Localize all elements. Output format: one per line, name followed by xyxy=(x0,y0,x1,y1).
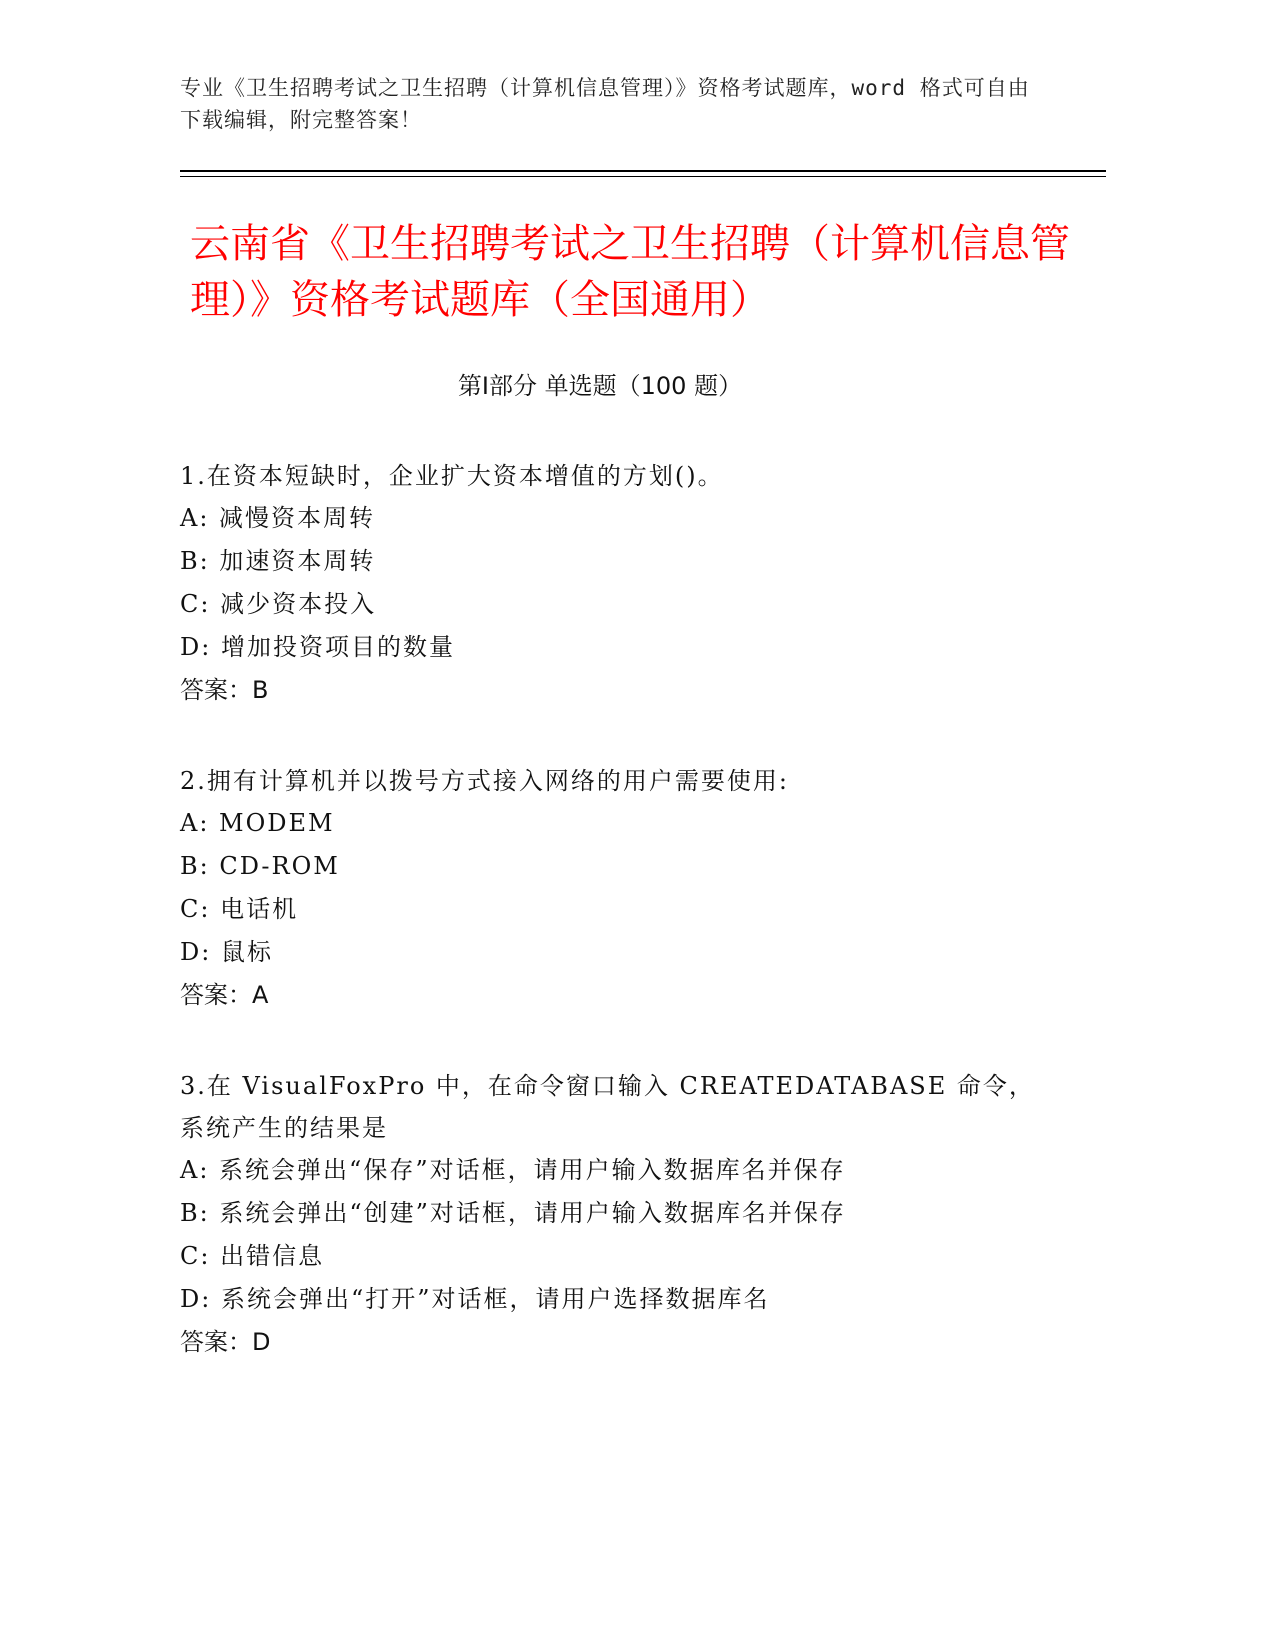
option-d: D: 鼠标 xyxy=(180,938,273,966)
option-a: A: 减慢资本周转 xyxy=(180,504,376,532)
option-d: D: 系统会弹出“打开”对话框，请用户选择数据库名 xyxy=(180,1285,770,1313)
option-a: A: MODEM xyxy=(180,809,335,837)
section-title: 第Ⅰ部分 单选题（100 题） xyxy=(457,372,743,400)
answer: 答案：B xyxy=(180,676,269,704)
header-rule-thick xyxy=(180,170,1106,172)
option-d: D: 增加投资项目的数量 xyxy=(180,633,455,661)
question-3 xyxy=(180,1065,1040,1364)
answer: 答案：A xyxy=(180,981,269,1009)
question-stem: 1.在资本短缺时，企业扩大资本增值的方划()。 xyxy=(180,462,724,490)
question-2 xyxy=(180,760,1040,1017)
option-b: B: 加速资本周转 xyxy=(180,547,376,575)
question-stem: 3.在 VisualFoxPro 中，在命令窗口输入 CREATEDATABASE 命令，系统产生的结果是 xyxy=(180,1072,1035,1142)
question-stem: 2.拥有计算机并以拨号方式接入网络的用户需要使用: xyxy=(180,767,789,795)
document-title: 云南省《卫生招聘考试之卫生招聘（计算机信息管理）》资格考试题库（全国通用） xyxy=(190,221,1070,323)
option-c: C: 电话机 xyxy=(180,895,299,923)
answer: 答案：D xyxy=(180,1328,271,1356)
option-c: C: 减少资本投入 xyxy=(180,590,377,618)
option-b: B: 系统会弹出“创建”对话框，请用户输入数据库名并保存 xyxy=(180,1199,846,1227)
header-note: 专业《卫生招聘考试之卫生招聘（计算机信息管理）》资格考试题库，word 格式可自由下载编辑，附完整答案！ xyxy=(180,76,1030,132)
option-c: C: 出错信息 xyxy=(180,1242,325,1270)
option-b: B: CD-ROM xyxy=(180,852,340,880)
question-1 xyxy=(180,455,1040,712)
option-a: A: 系统会弹出“保存”对话框，请用户输入数据库名并保存 xyxy=(180,1156,846,1184)
header-rule-thin xyxy=(180,176,1106,177)
